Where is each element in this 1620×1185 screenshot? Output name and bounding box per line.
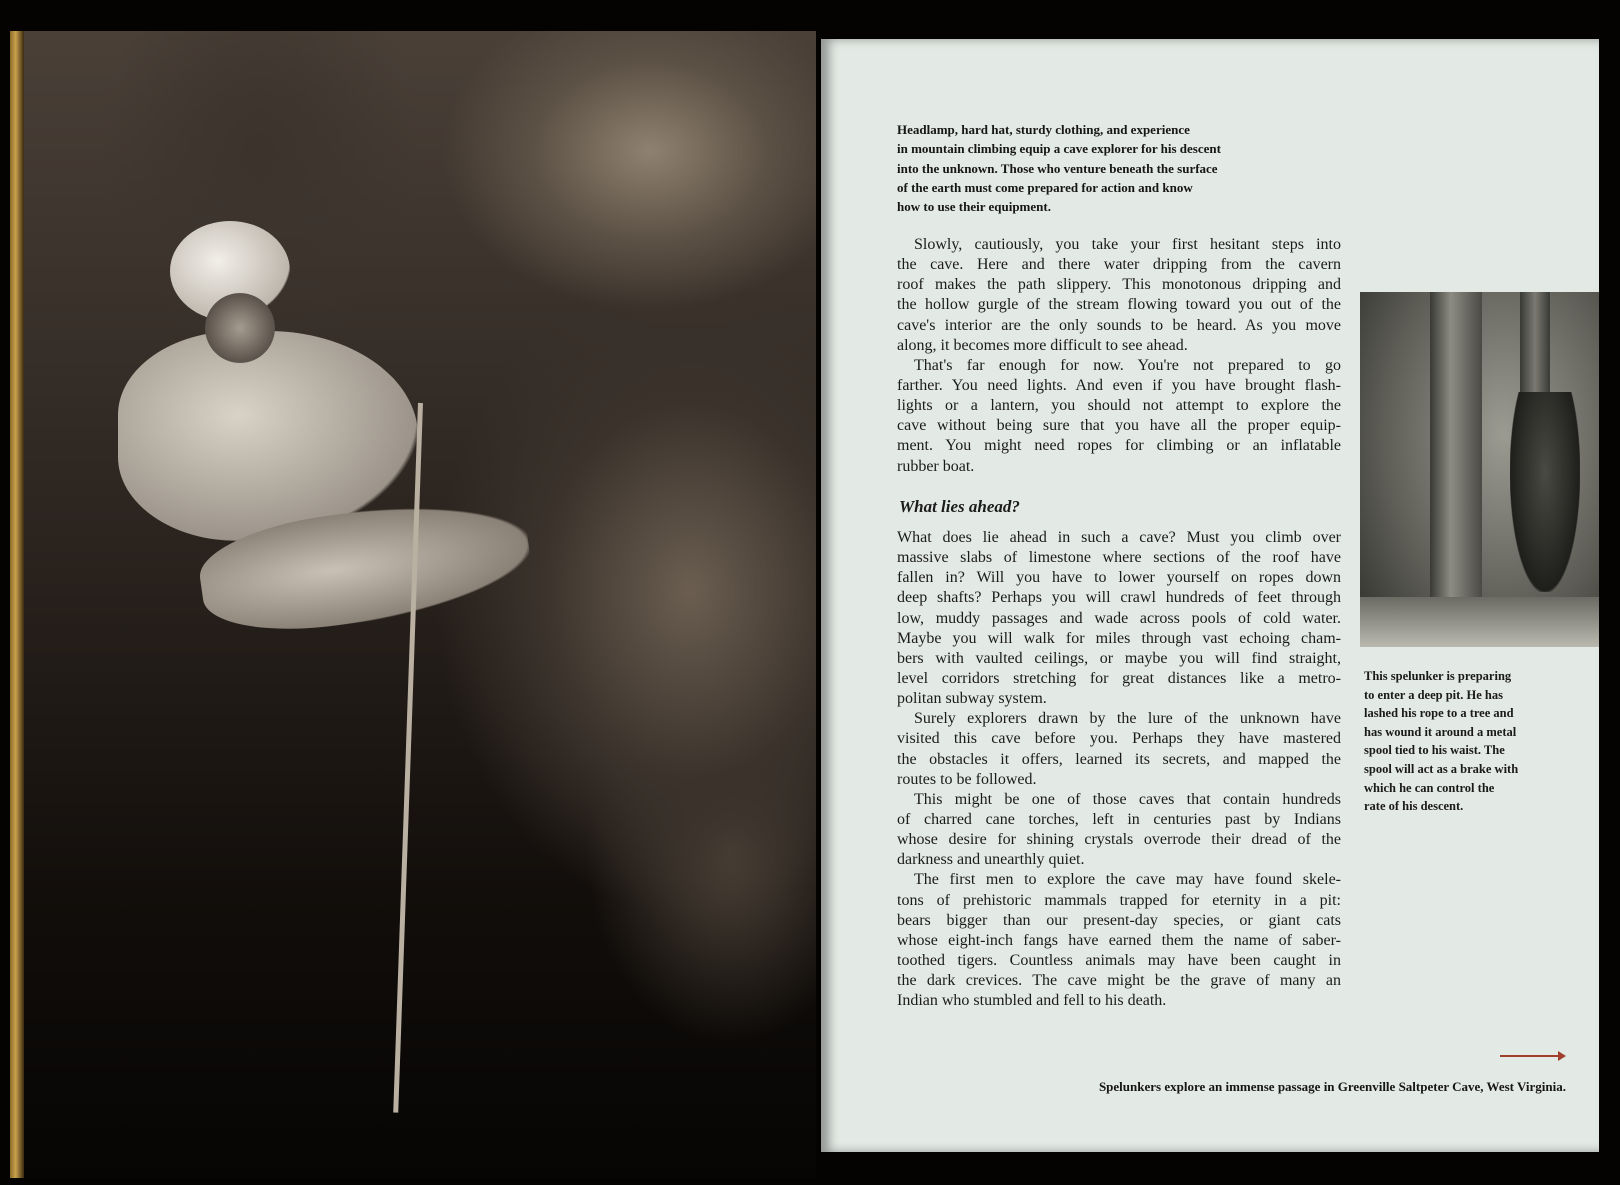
text-line: into the unknown. Those who venture beneath the surface bbox=[897, 160, 1218, 176]
text-line: darkness and unearthly quiet. bbox=[897, 851, 1085, 869]
text-line: visited this cave before you. Perhaps they have mastered bbox=[897, 730, 1341, 748]
text-line: bers with vaulted ceilings, or maybe you will find straight, bbox=[897, 649, 1341, 667]
text-line: roof makes the path slippery. This monotonous dripping and bbox=[897, 276, 1341, 294]
text-line: fallen in? Will you have to lower yourself on ropes down bbox=[897, 569, 1341, 587]
text-line: Indian who stumbled and fell to his death. bbox=[897, 992, 1167, 1010]
text-line: routes to be followed. bbox=[897, 770, 1037, 788]
text-line: bears bigger than our present-day species, or giant cats bbox=[897, 911, 1341, 929]
ground bbox=[1360, 597, 1599, 647]
text-line: of the earth must come prepared for action and know bbox=[897, 179, 1193, 195]
text-line: rate of his descent. bbox=[1364, 799, 1464, 814]
text-line: ment. You might need ropes for climbing or an inflatable bbox=[897, 437, 1341, 455]
cave-explorer-photo bbox=[10, 31, 816, 1178]
text-line: to enter a deep pit. He has bbox=[1364, 687, 1503, 702]
text-line: The first men to explore the cave may have found skele- bbox=[914, 871, 1341, 889]
text-line: massive slabs of limestone where sections of the roof have bbox=[897, 549, 1341, 567]
text-line: level corridors stretching for great distances like a metro- bbox=[897, 669, 1341, 687]
text-line: of charred cane torches, left in centuries past by Indians bbox=[897, 810, 1341, 828]
text-line: whose eight-inch fangs have earned them the name of saber- bbox=[897, 931, 1341, 949]
text-line: lights or a lantern, you should not attempt to explore the bbox=[897, 397, 1341, 415]
spelunker bbox=[1510, 392, 1580, 592]
text-line: Maybe you will walk for miles through vast echoing cham- bbox=[897, 629, 1341, 647]
text-line: politan subway system. bbox=[897, 690, 1047, 708]
book-edge bbox=[10, 31, 24, 1178]
text-line: lashed his rope to a tree and bbox=[1364, 706, 1514, 721]
photo-caption bbox=[1364, 667, 1589, 816]
text-line: in mountain climbing equip a cave explorer for his descent bbox=[897, 141, 1221, 157]
continue-arrow-icon bbox=[1500, 1055, 1562, 1057]
text-line: spool will act as a brake with bbox=[1364, 761, 1519, 776]
text-line: cave without being sure that you have all the proper equip- bbox=[897, 417, 1341, 435]
text-line: Headlamp, hard hat, sturdy clothing, and experience bbox=[897, 122, 1190, 137]
tree bbox=[1430, 292, 1482, 622]
text-line: This might be one of those caves that contain hundreds bbox=[914, 790, 1341, 808]
text-line: rubber boat. bbox=[897, 457, 975, 475]
text-line: spool tied to his waist. The bbox=[1364, 743, 1505, 758]
text-line: the obstacles it offers, learned its secrets, and mapped the bbox=[897, 750, 1341, 768]
text-line: low, muddy passages and wade across pools of cold water. bbox=[897, 609, 1341, 627]
text-line: which he can control the bbox=[1364, 780, 1495, 795]
text-line: What does lie ahead in such a cave? Must you climb over bbox=[897, 529, 1341, 546]
tree bbox=[1520, 292, 1550, 402]
text-line: This spelunker is preparing bbox=[1364, 669, 1512, 683]
text-line: along, it becomes more difficult to see ahead. bbox=[897, 336, 1188, 354]
text-line: tons of prehistoric mammals trapped for eternity in a pit: bbox=[897, 891, 1341, 909]
explorer-face bbox=[205, 293, 275, 363]
text-line: That's far enough for now. You're not prepared to go bbox=[914, 356, 1341, 374]
text-line: deep shafts? Perhaps you will crawl hundreds of feet through bbox=[897, 589, 1341, 607]
text-line: has wound it around a metal bbox=[1364, 724, 1517, 739]
text-line: how to use their equipment. bbox=[897, 199, 1051, 215]
body-text-intro bbox=[897, 235, 1341, 477]
text-line: Slowly, cautiously, you take your first hesitant steps into bbox=[914, 236, 1341, 253]
text-line: toothed tigers. Countless animals may have been caught in bbox=[897, 951, 1341, 969]
text-line: the cave. Here and there water dripping from the cavern bbox=[897, 256, 1341, 274]
text-line: Surely explorers drawn by the lure of the unknown have bbox=[914, 710, 1341, 728]
text-line: whose desire for shining crystals overrode their dread of the bbox=[897, 831, 1341, 849]
top-caption bbox=[897, 120, 1277, 216]
text-line: cave's interior are the only sounds to be heard. As you move bbox=[897, 316, 1341, 334]
spelunker-tree-photo bbox=[1360, 292, 1599, 647]
bottom-caption: Spelunkers explore an immense passage in Greenville Saltpeter Cave, West Virginia. bbox=[1098, 1079, 1566, 1094]
body-text-main bbox=[897, 528, 1341, 1011]
section-heading: What lies ahead? bbox=[899, 497, 1020, 516]
text-line: farther. You need lights. And even if you have brought flash- bbox=[897, 376, 1341, 394]
text-line: the hollow gurgle of the stream flowing toward you out of the bbox=[897, 296, 1341, 314]
text-line: the dark crevices. The cave might be the grave of many an bbox=[897, 972, 1341, 990]
